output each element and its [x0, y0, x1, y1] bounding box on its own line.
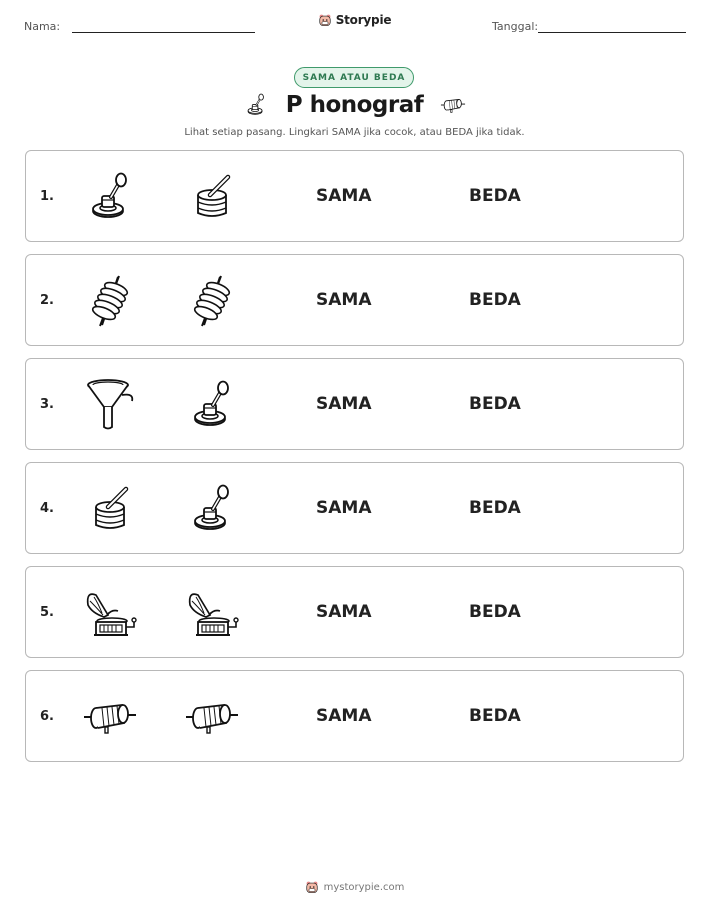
question-row [25, 358, 684, 450]
gramophone-icon [82, 585, 138, 641]
name-field[interactable] [72, 32, 255, 33]
crank-icon [82, 169, 138, 225]
row-number: 1. [40, 188, 54, 204]
motor-icon [184, 689, 240, 745]
coil-spring-icon [184, 273, 240, 329]
storypie-logo-icon [318, 13, 332, 27]
question-row [25, 670, 684, 762]
cylinder-stylus-icon [82, 481, 138, 537]
footer [0, 880, 709, 894]
row-number: 4. [40, 500, 54, 516]
gramophone-icon [184, 585, 240, 641]
question-row [25, 566, 684, 658]
option-same[interactable]: SAMA [316, 498, 372, 518]
option-different[interactable]: BEDA [469, 186, 521, 206]
question-row [25, 150, 684, 242]
row-number: 2. [40, 292, 54, 308]
crank-icon [184, 481, 240, 537]
row-number: 5. [40, 604, 54, 620]
brand-name: Storypie [335, 13, 392, 27]
instructions: Lihat setiap pasang. Lingkari SAMA jika cocok, atau BEDA jika tidak. [184, 127, 525, 138]
option-different[interactable]: BEDA [469, 706, 521, 726]
option-same[interactable]: SAMA [316, 290, 372, 310]
option-same[interactable]: SAMA [316, 706, 372, 726]
funnel-icon [82, 377, 138, 433]
date-field[interactable] [538, 32, 686, 33]
footer-site: mystorypie.com [323, 881, 405, 893]
motor-icon [82, 689, 138, 745]
question-row [25, 462, 684, 554]
motor-icon [438, 92, 468, 118]
crank-icon [184, 377, 240, 433]
brand-header [0, 13, 709, 27]
option-different[interactable]: BEDA [469, 290, 521, 310]
storypie-logo-icon [305, 880, 319, 894]
option-same[interactable]: SAMA [316, 394, 372, 414]
option-same[interactable]: SAMA [316, 186, 372, 206]
option-different[interactable]: BEDA [469, 602, 521, 622]
activity-badge: SAMA ATAU BEDA [294, 67, 414, 88]
page-title: P honograf [285, 92, 424, 118]
option-different[interactable]: BEDA [469, 498, 521, 518]
option-different[interactable]: BEDA [469, 394, 521, 414]
cylinder-stylus-icon [184, 169, 240, 225]
date-label: Tanggal: [492, 20, 539, 33]
row-number: 6. [40, 708, 54, 724]
coil-spring-icon [82, 273, 138, 329]
name-label: Nama: [24, 20, 61, 33]
row-number: 3. [40, 396, 54, 412]
option-same[interactable]: SAMA [316, 602, 372, 622]
question-row [25, 254, 684, 346]
